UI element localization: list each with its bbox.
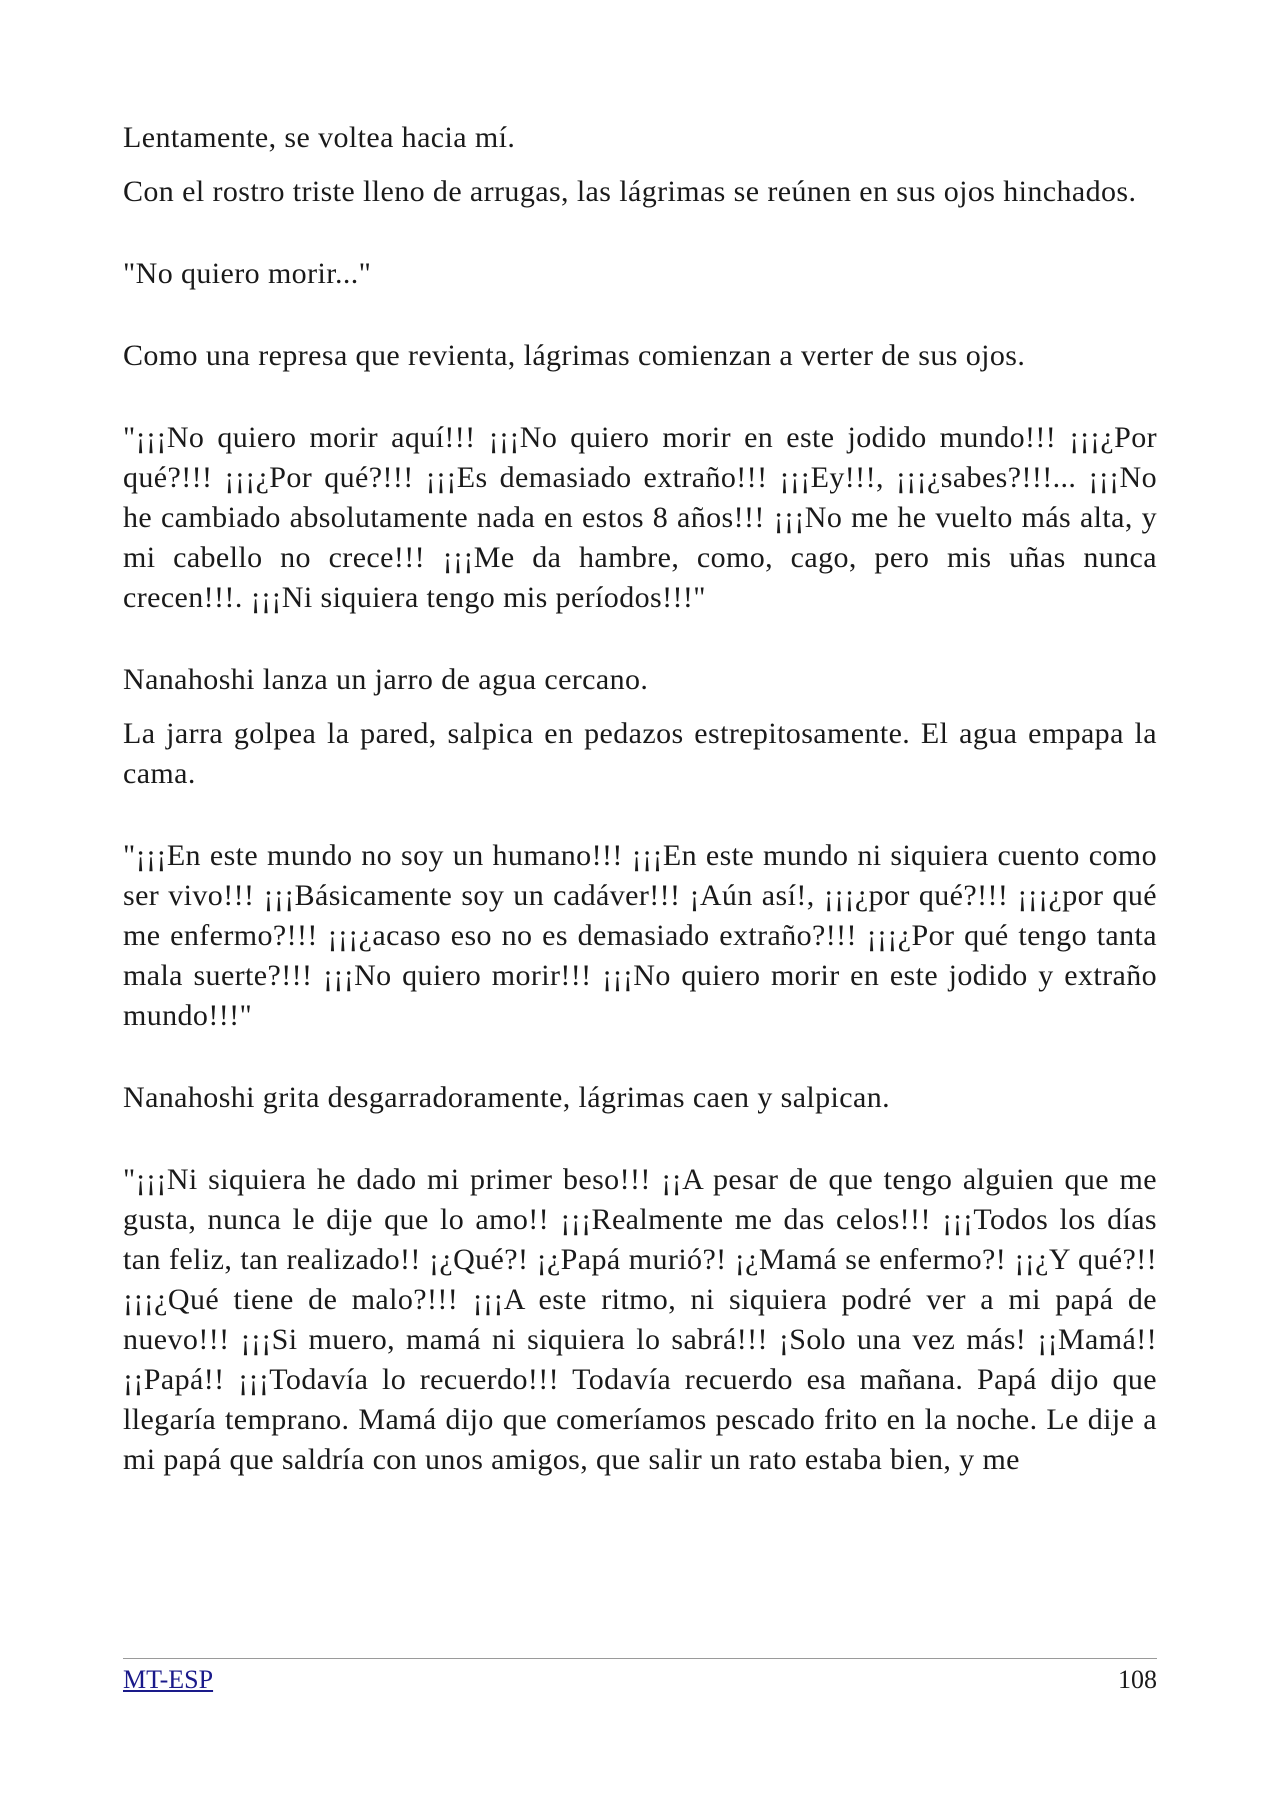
- paragraph: La jarra golpea la pared, salpica en pedazos estrepitosamente. El agua empapa la cama.: [123, 717, 1157, 790]
- paragraph: "¡¡¡En este mundo no soy un humano!!! ¡¡¡En este mundo ni siquiera cuento como ser vivo!!! ¡¡¡Básicamente soy un cadáver!!! ¡Aún así!, ¡¡¡¿por qué?!!! ¡¡¡¿por qué me enfermo?!!! ¡¡¡¿acaso eso no es demasiado extraño?!!! ¡¡¡¿Por qué tengo tanta mala suerte?!!! ¡¡¡No quiero morir!!! ¡¡¡No quiero morir en este jodido y extraño mundo!!!": [123, 839, 1157, 1032]
- paragraph: "No quiero morir...": [123, 257, 372, 290]
- paragraph: Como una represa que revienta, lágrimas comienzan a verter de sus ojos.: [123, 339, 1026, 372]
- footer-brand-link[interactable]: MT-ESP: [123, 1665, 214, 1694]
- paragraph: Con el rostro triste lleno de arrugas, las lágrimas se reúnen en sus ojos hinchados.: [123, 175, 1137, 208]
- page-footer: [123, 1658, 1157, 1695]
- paragraph: Nanahoshi lanza un jarro de agua cercano.: [123, 663, 649, 696]
- paragraph: "¡¡¡No quiero morir aquí!!! ¡¡¡No quiero morir en este jodido mundo!!! ¡¡¡¿Por qué?!!! ¡¡¡¿Por qué?!!! ¡¡¡Es demasiado extraño!!! ¡¡¡Ey!!!, ¡¡¡¿sabes?!!!... ¡¡¡No he cambiado absolutamente nada en estos 8 años!!! ¡¡¡No me he vuelto más alta, y mi cabello no crece!!! ¡¡¡Me da hambre, como, cago, pero mis uñas nunca crecen!!!. ¡¡¡Ni siquiera tengo mis períodos!!!": [123, 421, 1157, 614]
- document-body: [123, 118, 1157, 1480]
- paragraph: Nanahoshi grita desgarradoramente, lágrimas caen y salpican.: [123, 1081, 891, 1114]
- paragraph: "¡¡¡Ni siquiera he dado mi primer beso!!! ¡¡A pesar de que tengo alguien que me gusta, nunca le dije que lo amo!! ¡¡¡Realmente me das celos!!! ¡¡¡Todos los días tan feliz, tan realizado!! ¡¿Qué?! ¡¿Papá murió?! ¡¿Mamá se enfermo?! ¡¡¿Y qué?!! ¡¡¡¿Qué tiene de malo?!!! ¡¡¡A este ritmo, ni siquiera podré ver a mi papá de nuevo!!! ¡¡¡Si muero, mamá ni siquiera lo sabrá!!! ¡Solo una vez más! ¡¡Mamá!! ¡¡Papá!! ¡¡¡Todavía lo recuerdo!!! Todavía recuerdo esa mañana. Papá dijo que llegaría temprano. Mamá dijo que comeríamos pescado frito en la noche. Le dije a mi papá que saldría con unos amigos, que salir un rato estaba bien, y me: [123, 1163, 1157, 1476]
- page-number: 108: [1118, 1665, 1157, 1694]
- paragraph: Lentamente, se voltea hacia mí.: [123, 121, 516, 154]
